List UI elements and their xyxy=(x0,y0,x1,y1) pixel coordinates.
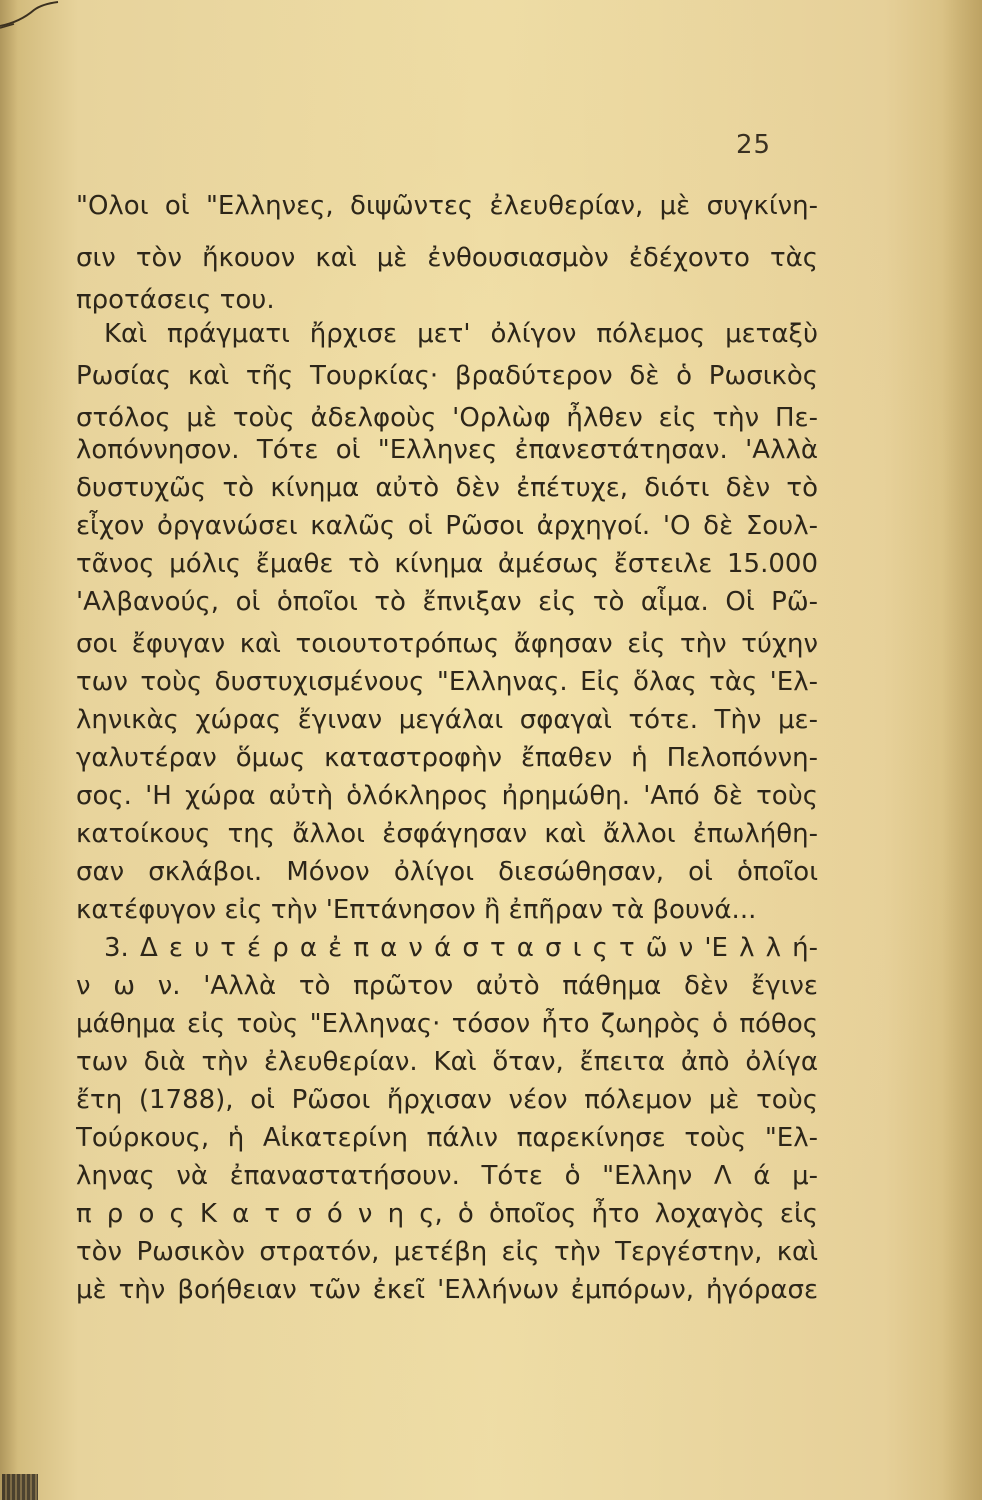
text-line: σαν σκλάβοι. Μόνον ὀλίγοι διεσώθησαν, οἱ ὁποῖοι xyxy=(76,857,818,887)
text-line: ἔτη (1788), οἱ Ρῶσοι ἤρχισαν νέον πόλεμον μὲ τοὺς xyxy=(76,1085,818,1115)
text-line: τὸν Ρωσικὸν στρατόν, μετέβη εἰς τὴν Τεργέστην, καὶ xyxy=(76,1237,818,1267)
text-line: των τοὺς δυστυχισμένους "Ελληνας. Εἰς ὅλας τὰς 'Ελ- xyxy=(76,667,818,697)
text-line: στόλος μὲ τοὺς ἀδελφοὺς 'Ορλὼφ ἦλθεν εἰς τὴν Πε- xyxy=(76,403,818,433)
text-line: Τούρκους, ἡ Αἰκατερίνη πάλιν παρεκίνησε τοὺς "Ελ- xyxy=(76,1123,818,1153)
text-line: κατέφυγον εἰς τὴν 'Επτάνησον ἢ ἐπῆραν τὰ βουνά... xyxy=(76,895,757,925)
text-line: μὲ τὴν βοήθειαν τῶν ἐκεῖ 'Ελλήνων ἐμπόρων, ἠγόρασε xyxy=(76,1275,818,1305)
text-line: κατοίκους της ἄλλοι ἐσφάγησαν καὶ ἄλλοι ἐπωλήθη- xyxy=(76,819,818,849)
text-line: Καὶ πράγματι ἤρχισε μετ' ὀλίγον πόλεμος μεταξὺ xyxy=(104,319,818,349)
text-line: 'Αλβανούς, οἱ ὁποῖοι τὸ ἔπνιξαν εἰς τὸ αἷμα. Οἱ Ρῶ- xyxy=(76,587,818,617)
text-line: μάθημα εἰς τοὺς "Ελληνας· τόσον ἦτο ζωηρὸς ὁ πόθος xyxy=(76,1009,818,1039)
text-line: γαλυτέραν ὅμως καταστροφὴν ἔπαθεν ἡ Πελοπόννη- xyxy=(76,743,818,773)
text-line: τᾶνος μόλις ἔμαθε τὸ κίνημα ἀμέσως ἔστειλε 15.000 xyxy=(76,549,818,579)
text-line: εἶχον ὀργανώσει καλῶς οἱ Ρῶσοι ἀρχηγοί. 'Ο δὲ Σουλ- xyxy=(76,511,818,541)
section-heading-line: 3. Δ ε υ τ έ ρ α ἐ π α ν ά σ τ α σ ι ς τ ῶ ν 'Ε λ λ ή- xyxy=(104,933,818,963)
text-line: λοπόννησον. Τότε οἱ "Ελληνες ἐπανεστάτησαν. 'Αλλὰ xyxy=(76,435,818,465)
text-line: προτάσεις του. xyxy=(76,285,275,315)
text-line: ληνας νὰ ἐπαναστατήσουν. Τότε ὁ "Ελλην Λ ά μ- xyxy=(76,1161,818,1191)
text-line: π ρ ο ς Κ α τ σ ό ν η ς, ὁ ὁποῖος ἦτο λοχαγὸς εἰς xyxy=(76,1199,818,1229)
text-line: των διὰ τὴν ἐλευθερίαν. Καὶ ὅταν, ἔπειτα ἀπὸ ὀλίγα xyxy=(76,1047,818,1077)
text-line: σιν τὸν ἤκουον καὶ μὲ ἐνθουσιασμὸν ἐδέχοντο τὰς xyxy=(76,243,818,273)
text-line: "Ολοι οἱ "Ελληνες, διψῶντες ἐλευθερίαν, μὲ συγκίνη- xyxy=(76,191,818,221)
text-line: ληνικὰς χώρας ἔγιναν μεγάλαι σφαγαὶ τότε. Τὴν με- xyxy=(76,705,818,735)
text-line: δυστυχῶς τὸ κίνημα αὐτὸ δὲν ἐπέτυχε, διότι δὲν τὸ xyxy=(76,473,818,503)
page-number: 25 xyxy=(736,130,772,160)
text-line: Ρωσίας καὶ τῆς Τουρκίας· βραδύτερον δὲ ὁ Ρωσικὸς xyxy=(76,361,818,391)
text-line: ν ω ν. 'Αλλὰ τὸ πρῶτον αὐτὸ πάθημα δὲν ἔγινε xyxy=(76,971,818,1001)
text-line: σος. 'Η χώρα αὐτὴ ὁλόκληρος ἠρημώθη. 'Από δὲ τοὺς xyxy=(76,781,818,811)
text-line: σοι ἔφυγαν καὶ τοιουτοτρόπως ἄφησαν εἰς τὴν τύχην xyxy=(76,629,818,659)
